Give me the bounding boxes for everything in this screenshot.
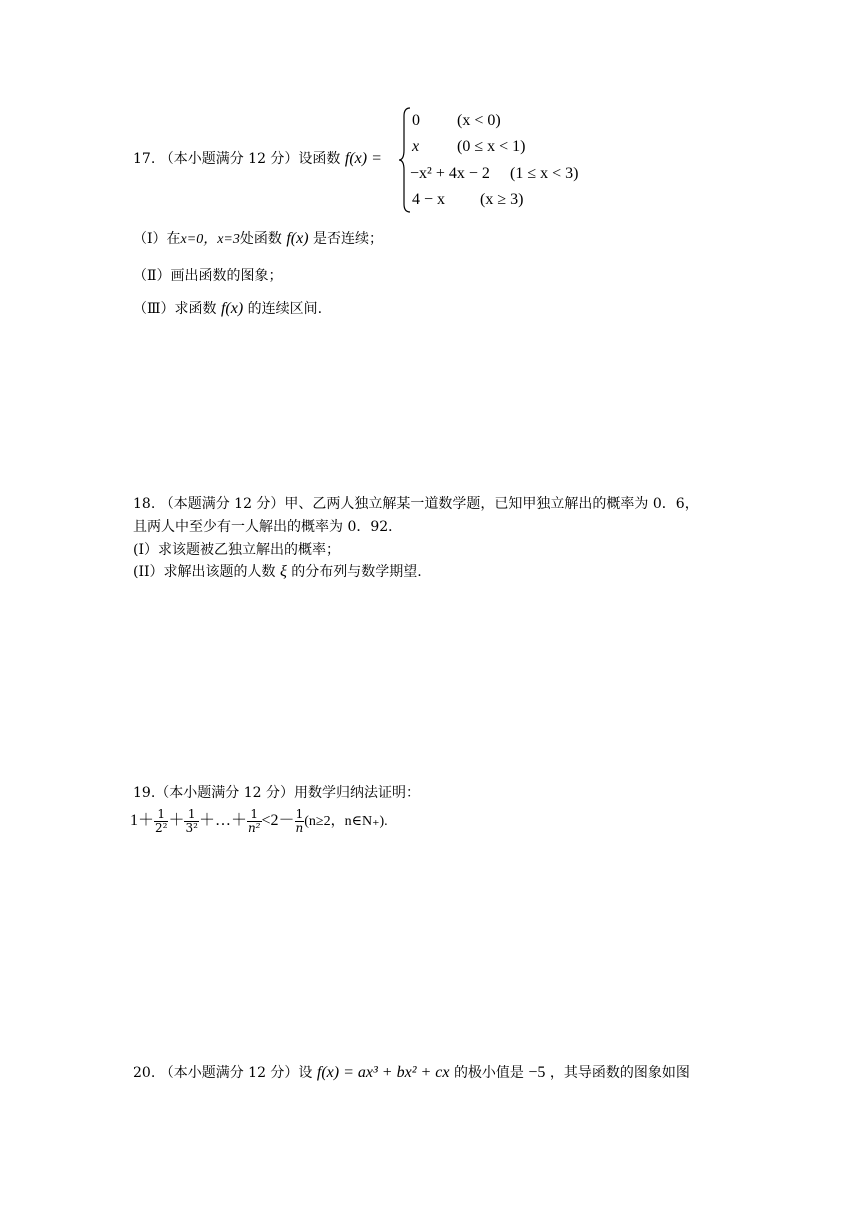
q17-part3-prefix: （Ⅲ）求函数 — [133, 301, 217, 317]
q19-lt: <2－ — [261, 812, 295, 829]
q17-brace — [398, 106, 412, 214]
q19-plus: ＋ — [168, 812, 185, 829]
q18-part2 — [133, 563, 422, 581]
q18-line2: 且两人中至少有一人解出的概率为 0．92． — [133, 519, 403, 535]
q17-func-label: f(x) = — [344, 150, 382, 167]
q19-term-1: $\frac{1}{\text{3²}}$ — [185, 806, 198, 835]
q20-line1 — [133, 1064, 690, 1082]
q17-case-2-value: −x² + 4x − 2 — [410, 165, 490, 182]
q17-stem — [133, 150, 382, 168]
q17-part3 — [133, 300, 322, 318]
q17-part1-points: x=0，x=3 — [180, 232, 240, 247]
q18-part2-suffix: 的分布列与数学期望. — [291, 564, 422, 580]
q17-case-0-value: 0 — [412, 112, 420, 129]
q17-stem-text: 17. （本小题满分 12 分）设函数 — [133, 151, 341, 167]
q19-lead: 1＋ — [130, 812, 155, 829]
q18-part2-var: ξ — [279, 563, 287, 580]
q17-case-0-cond: (x < 0) — [457, 112, 501, 129]
q17-case-2-cond: (1 ≤ x < 3) — [510, 165, 579, 182]
q17-part3-suffix: 的连续区间. — [247, 301, 323, 317]
q19-inequality — [130, 806, 388, 837]
q17-case-1-value: x — [412, 138, 420, 155]
q19-rhs: $\frac{1}{n}$ — [295, 806, 304, 835]
q17-part1-suffix: 是否连续； — [312, 231, 383, 247]
q18-part1: (I）求该题被乙独立解出的概率； — [133, 542, 340, 558]
q17-part2: （Ⅱ）画出函数的图象； — [133, 268, 283, 284]
q18-part2-prefix: (II）求解出该题的人数 — [133, 564, 276, 580]
q17-part1-mid: 处函数 — [239, 231, 282, 247]
q17-case-1-cond: (0 ≤ x < 1) — [457, 138, 526, 155]
q20-prefix: 20. （本小题满分 12 分）设 — [133, 1065, 313, 1081]
q17-part1-prefix: （Ⅰ）在 — [133, 231, 181, 247]
q17-part3-func: f(x) — [220, 300, 244, 317]
q19-term-2: $\frac{1}{\text{n²}}$ — [247, 806, 261, 835]
q20-formula: f(x) = ax³ + bx² + cx — [316, 1064, 450, 1081]
q19-cond: (n≥2，n∈N₊). — [304, 814, 388, 829]
q19-ellipsis: ＋…＋ — [198, 812, 247, 829]
q20-value: −5 — [528, 1064, 546, 1081]
q19-line1: 19.（本小题满分 12 分）用数学归纳法证明： — [133, 785, 420, 801]
q19-term-0: $\frac{1}{\text{2²}}$ — [155, 806, 168, 835]
q18-line1: 18. （本题满分 12 分）甲、乙两人独立解某一道数学题，已知甲独立解出的概率为 0．6， — [133, 496, 699, 512]
q17-case-3-cond: (x ≥ 3) — [480, 191, 524, 208]
q17-part1-func: f(x) — [286, 230, 309, 247]
q17-case-3-value: 4 − x — [412, 191, 446, 208]
q20-mid: 的极小值是 — [453, 1065, 524, 1081]
q17-part1 — [133, 230, 383, 249]
q20-suffix: ，其导函数的图象如图 — [549, 1065, 690, 1081]
